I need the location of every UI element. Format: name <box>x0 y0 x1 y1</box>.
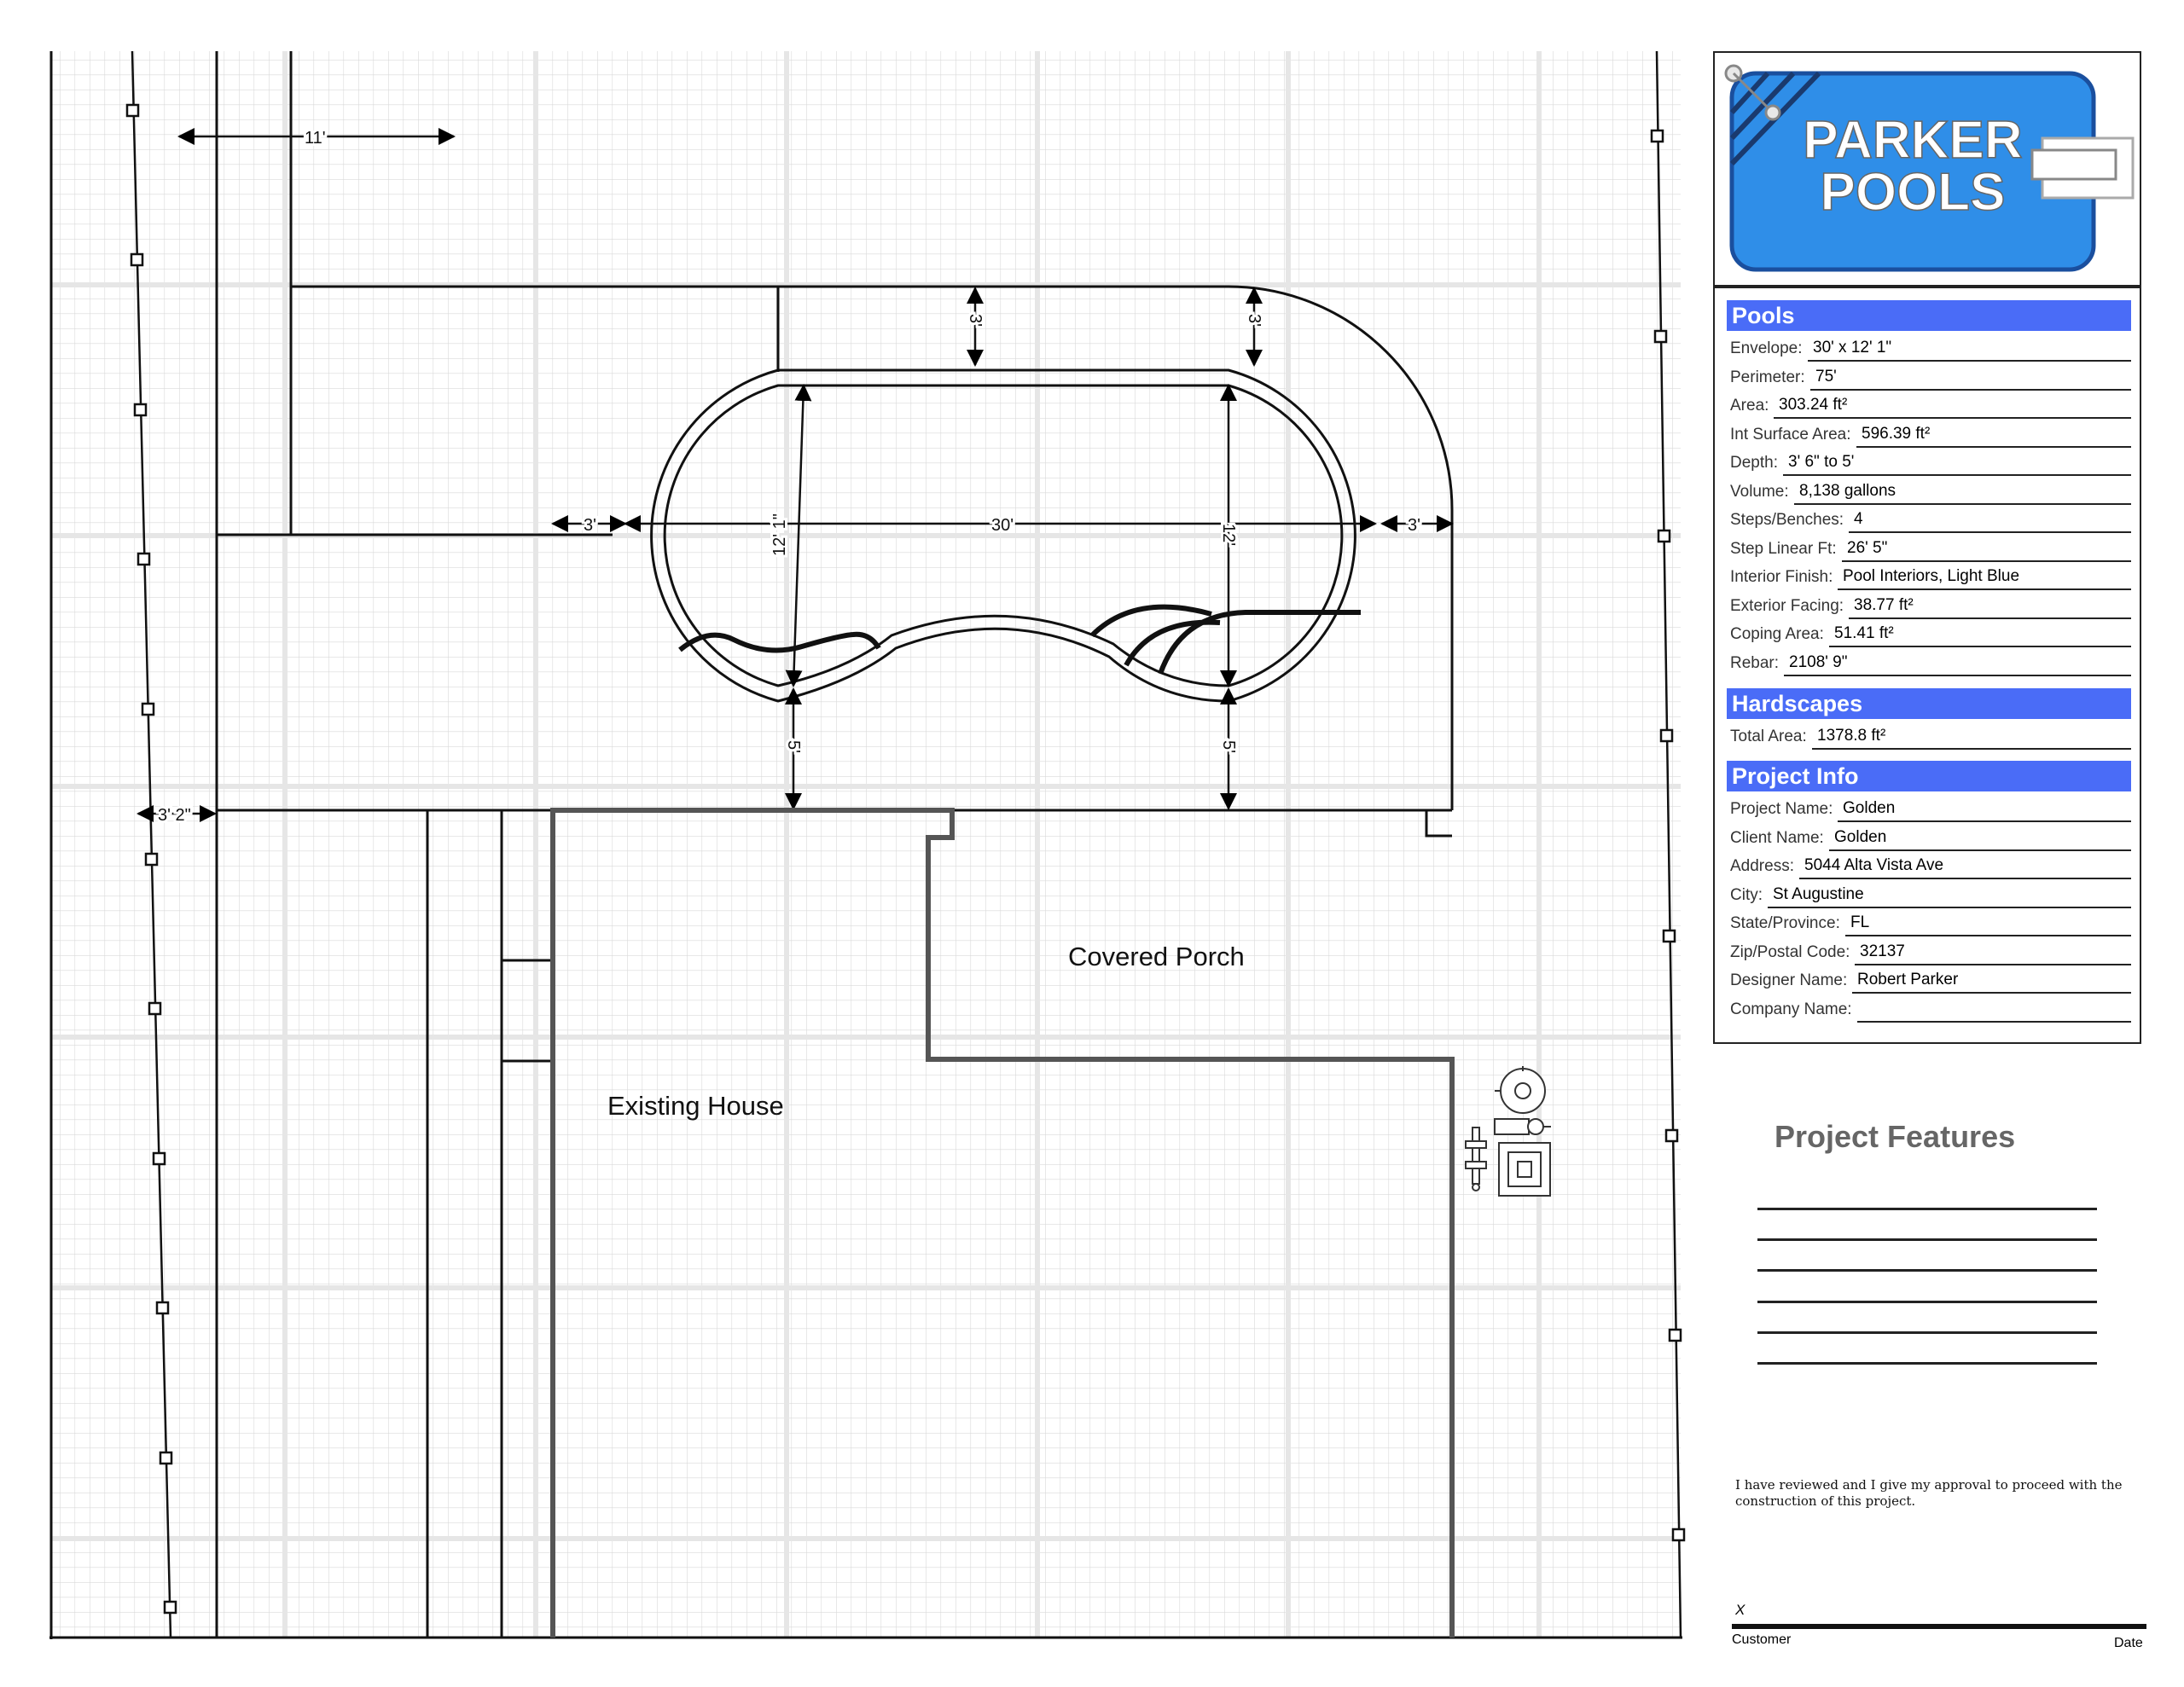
spec-row <box>1727 479 2131 505</box>
spec-row <box>1727 594 2131 619</box>
dim-pool-length: 30' <box>991 516 1014 535</box>
spec-value[interactable]: 303.24 ft² <box>1774 396 2131 419</box>
spec-value[interactable]: Robert Parker <box>1852 971 2131 994</box>
spec-row <box>1727 536 2131 562</box>
feature-line[interactable] <box>1757 1331 2097 1334</box>
project-features-title: Project Features <box>1774 1119 2016 1154</box>
spec-value[interactable]: 30' x 12' 1" <box>1808 339 2131 362</box>
spec-value[interactable]: FL <box>1845 913 2131 936</box>
spec-row <box>1727 997 2131 1023</box>
dim-deck-bottom-left: 5' <box>784 740 803 753</box>
customer-label: Customer <box>1732 1632 1792 1647</box>
spec-label: Int Surface Area: <box>1730 425 1851 443</box>
spec-value[interactable]: 38.77 ft² <box>1849 596 2131 619</box>
spec-value[interactable]: 32137 <box>1855 942 2131 965</box>
spec-label: Total Area: <box>1730 728 1807 745</box>
dim-deck-right: 3' <box>1408 516 1420 535</box>
spec-value[interactable]: 5044 Alta Vista Ave <box>1799 856 2131 879</box>
parker-pools-logo <box>1715 53 2140 285</box>
spec-value[interactable]: 26' 5" <box>1842 539 2131 562</box>
spec-row <box>1727 797 2131 822</box>
feature-line[interactable] <box>1757 1238 2097 1241</box>
spec-value[interactable]: 596.39 ft² <box>1856 425 2131 448</box>
spec-label: Rebar: <box>1730 653 1780 672</box>
covered-porch-label: Covered Porch <box>1068 942 1245 971</box>
hardscapes-header: Hardscapes <box>1727 688 2131 719</box>
spec-label: Interior Finish: <box>1730 568 1833 586</box>
spec-label: Depth: <box>1730 454 1778 472</box>
spec-row <box>1727 854 2131 879</box>
spec-row <box>1727 450 2131 476</box>
spec-label: City: <box>1730 885 1763 904</box>
pools-header: Pools <box>1727 300 2131 331</box>
spec-row <box>1727 565 2131 590</box>
spec-label: Company Name: <box>1730 1000 1852 1018</box>
signature-line[interactable] <box>1732 1624 2146 1629</box>
spec-value[interactable]: St Augustine <box>1768 885 2131 908</box>
spec-row <box>1727 826 2131 851</box>
spec-label: Zip/Postal Code: <box>1730 942 1850 961</box>
dim-pool-width-left: 12' 1" <box>770 513 789 556</box>
spec-row <box>1727 940 2131 965</box>
spec-value[interactable]: 1378.8 ft² <box>1812 727 2131 750</box>
spec-value[interactable]: 8,138 gallons <box>1794 482 2131 505</box>
spec-label: Envelope: <box>1730 339 1803 357</box>
dim-setback-top: 11' <box>305 129 326 148</box>
spec-value[interactable]: Pool Interiors, Light Blue <box>1838 567 2131 590</box>
spec-row <box>1727 911 2131 936</box>
spec-row <box>1727 507 2131 533</box>
dim-deck-bottom-right: 5' <box>1219 740 1238 753</box>
spec-value[interactable]: 4 <box>1849 510 2131 533</box>
spec-row <box>1727 968 2131 994</box>
spec-label: Area: <box>1730 397 1769 415</box>
spec-row <box>1727 393 2131 419</box>
spec-value[interactable]: 51.41 ft² <box>1829 624 2131 647</box>
spec-row <box>1727 724 2131 750</box>
company-logo-panel <box>1713 51 2141 287</box>
project-info-header: Project Info <box>1727 761 2131 791</box>
signature-mark: X <box>1735 1602 1745 1618</box>
spec-label: Volume: <box>1730 482 1789 501</box>
spec-row <box>1727 651 2131 676</box>
spec-label: Steps/Benches: <box>1730 511 1844 529</box>
feature-line[interactable] <box>1757 1362 2097 1365</box>
date-label: Date <box>2114 1636 2143 1650</box>
feature-line[interactable] <box>1757 1269 2097 1272</box>
spec-label: Coping Area: <box>1730 625 1824 643</box>
spec-label: Address: <box>1730 857 1794 875</box>
logo-line1: PARKER <box>1803 111 2023 170</box>
spec-row <box>1727 883 2131 908</box>
spec-row <box>1727 422 2131 448</box>
spec-sheet <box>1713 287 2141 1044</box>
spec-label: Project Name: <box>1730 800 1833 818</box>
spec-row <box>1727 622 2131 647</box>
dim-deck-top-mid: 3' <box>966 314 985 327</box>
spec-label: Exterior Facing: <box>1730 596 1844 615</box>
spec-label: Designer Name: <box>1730 971 1848 989</box>
spec-value[interactable]: 75' <box>1810 368 2131 391</box>
existing-house-label: Existing House <box>607 1091 784 1121</box>
spec-label: Perimeter: <box>1730 368 1805 386</box>
spec-value[interactable] <box>1857 1018 2131 1023</box>
spec-label: Step Linear Ft: <box>1730 539 1837 558</box>
spec-value[interactable]: Golden <box>1829 828 2131 851</box>
dim-pool-width-right: 12' <box>1219 524 1238 547</box>
spec-row <box>1727 365 2131 391</box>
logo-line2: POOLS <box>1820 163 2006 222</box>
spec-label: Client Name: <box>1730 828 1824 847</box>
spec-row <box>1727 336 2131 362</box>
feature-line[interactable] <box>1757 1301 2097 1303</box>
filter-icon <box>1499 1143 1550 1196</box>
spec-label: State/Province: <box>1730 914 1840 932</box>
spec-value[interactable]: 2108' 9" <box>1784 653 2131 676</box>
spec-value[interactable]: Golden <box>1838 799 2131 822</box>
dim-deck-top-right: 3' <box>1245 314 1263 327</box>
approval-statement: I have reviewed and I give my approval to proceed with the construction of this project. <box>1735 1477 2123 1509</box>
spec-value[interactable]: 3' 6" to 5' <box>1783 453 2131 476</box>
background-grid <box>49 51 1682 1639</box>
dim-setback-left: 3' 2" <box>158 806 191 825</box>
dim-deck-left: 3' <box>584 516 596 535</box>
feature-line[interactable] <box>1757 1208 2097 1210</box>
